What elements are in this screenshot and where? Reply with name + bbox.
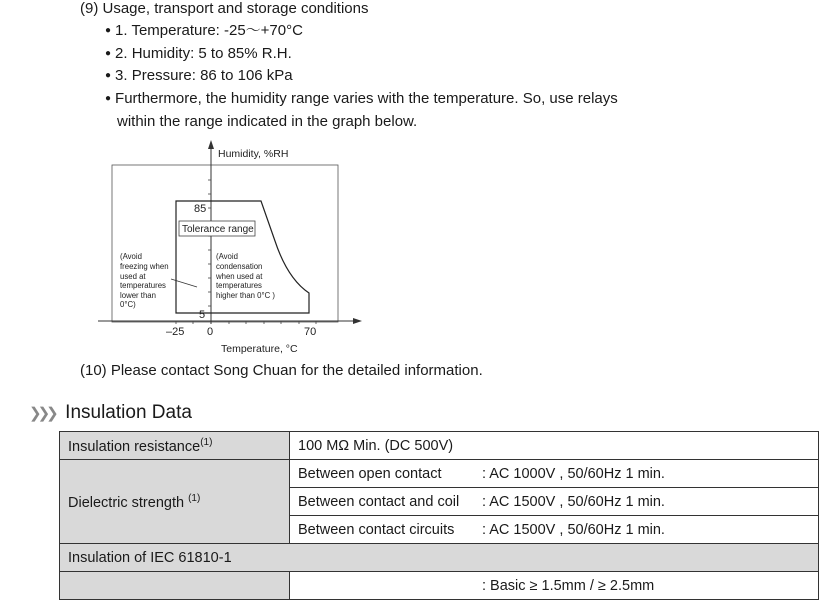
- dielectric-label: Dielectric strength: [68, 494, 185, 511]
- bullet-humidity: [105, 45, 292, 65]
- bullet-pressure: [105, 67, 293, 87]
- note-line: temperatures: [216, 281, 262, 290]
- note-line: lower than: [120, 291, 156, 300]
- bullet-text: 3. Pressure: 86 to 106 kPa: [115, 67, 293, 84]
- insulation-heading: [29, 402, 192, 424]
- note-line: (Avoid: [120, 252, 142, 261]
- note-line: temperatures: [120, 281, 166, 290]
- partial-label-cell: [60, 572, 290, 600]
- note-line: freezing when: [120, 262, 169, 271]
- resistance-label-cell: [60, 432, 290, 460]
- iec-section-cell: [60, 544, 819, 572]
- x-tick-label-70: 70: [304, 326, 317, 338]
- y-axis-label: Humidity, %RH: [218, 148, 289, 160]
- resistance-label: Insulation resistance: [68, 438, 201, 455]
- bullet-text: 1. Temperature: -25～+70°C: [115, 22, 303, 39]
- dielectric-item-name: Between contact circuits: [298, 521, 455, 538]
- dielectric-item-cell: [290, 488, 819, 516]
- note-right: [215, 252, 275, 300]
- humidity-temperature-diagram: [90, 138, 370, 360]
- insulation-table: [59, 431, 819, 600]
- footnote-marker: (1): [200, 436, 213, 448]
- dielectric-item-name: Between contact and coil: [298, 493, 460, 510]
- contact-note: (10) Please contact Song Chuan for the detailed information.: [80, 362, 483, 379]
- dielectric-item-cell: [290, 460, 819, 488]
- note-left-pointer: [171, 279, 197, 287]
- dielectric-item-name: Between open contact: [298, 465, 442, 482]
- dielectric-item-value: : AC 1500V , 50/60Hz 1 min.: [482, 493, 665, 510]
- bullet-temperature: [105, 22, 303, 42]
- resistance-value-cell: [290, 432, 819, 460]
- insulation-title: Insulation Data: [65, 402, 192, 423]
- y-axis-arrow-icon: [208, 140, 214, 149]
- note-line: when used at: [216, 272, 263, 281]
- x-tick-label-0: 0: [207, 326, 214, 338]
- tolerance-label: Tolerance range: [182, 224, 254, 235]
- bullet-note-continuation: within the range indicated in the graph below.: [117, 113, 418, 130]
- partial-value: : Basic ≥ 1.5mm / ≥ 2.5mm: [482, 577, 655, 594]
- x-axis-arrow-icon: [353, 318, 362, 324]
- note-line: condensation: [216, 262, 263, 271]
- note-line: 0°C): [120, 300, 136, 309]
- note-left: [120, 252, 169, 309]
- table-row: [60, 572, 819, 600]
- dielectric-item-value: : AC 1000V , 50/60Hz 1 min.: [482, 465, 665, 482]
- note-line: higher than 0°C ): [216, 291, 276, 300]
- dielectric-label-cell: [60, 460, 290, 544]
- iec-label: Insulation of IEC 61810-1: [68, 549, 232, 566]
- bullet-note: [105, 90, 618, 110]
- footnote-marker: (1): [188, 492, 201, 504]
- table-row: [60, 544, 819, 572]
- y-tick-label-85: 85: [194, 203, 207, 215]
- bullet-text: 2. Humidity: 5 to 85% R.H.: [115, 45, 292, 62]
- x-axis-label: Temperature, °C: [221, 343, 298, 355]
- dielectric-item-cell: [290, 516, 819, 544]
- x-tick-label-neg25: –25: [166, 326, 185, 338]
- partial-value-cell: [290, 572, 819, 600]
- table-row: [60, 432, 819, 460]
- table-row: [60, 460, 819, 488]
- resistance-value: 100 MΩ Min. (DC 500V): [298, 437, 454, 454]
- note-line: (Avoid: [216, 252, 238, 261]
- bullet-text: Furthermore, the humidity range varies with the temperature. So, use relays: [115, 90, 618, 107]
- dielectric-item-value: : AC 1500V , 50/60Hz 1 min.: [482, 521, 665, 538]
- chevrons-icon: ❯❯❯: [29, 405, 55, 422]
- y-tick-label-5: 5: [199, 309, 206, 321]
- note-line: used at: [120, 272, 146, 281]
- usage-heading: (9) Usage, transport and storage conditions: [80, 0, 369, 17]
